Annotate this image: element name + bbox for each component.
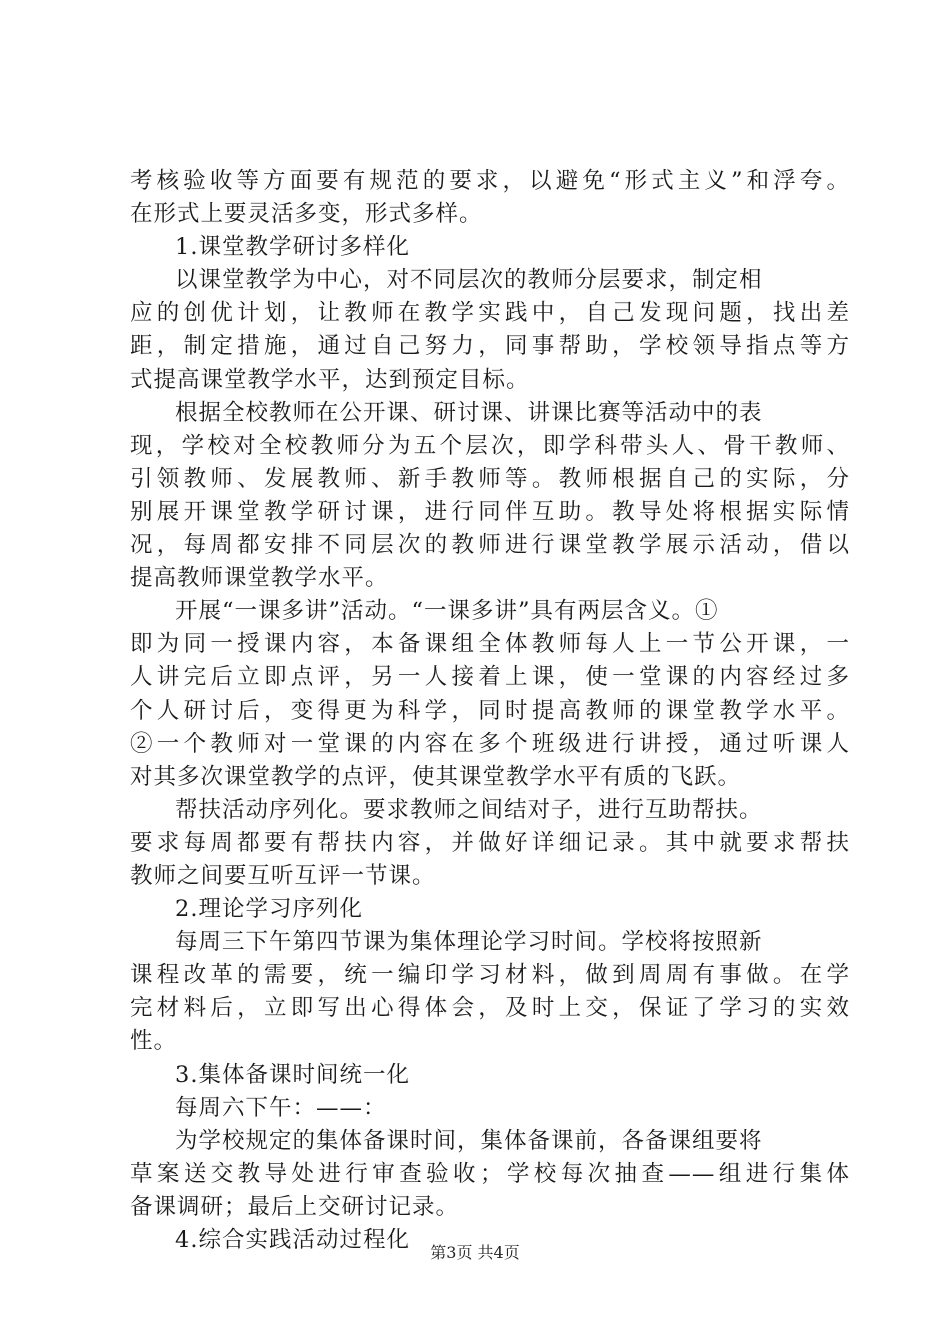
text-line: 为学校规定的集体备课时间，集体备课前，各备课组要将	[175, 1127, 763, 1154]
text-line: 引领教师、发展教师、新手教师等。教师根据自己的实际，分	[130, 465, 850, 492]
text-line: 根据全校教师在公开课、研讨课、讲课比赛等活动中的表	[175, 399, 763, 426]
text-line: 况，每周都安排不同层次的教师进行课堂教学展示活动，借以	[130, 532, 850, 559]
text-line: 现，学校对全校教师分为五个层次，即学科带头人、骨干教师、	[130, 432, 850, 459]
text-line: 考核验收等方面要有规范的要求，以避免“形式主义”和浮夸。	[130, 168, 850, 194]
text-line: 备课调研；最后上交研讨记录。	[130, 1193, 460, 1220]
text-line: 每周三下午第四节课为集体理论学习时间。学校将按照新	[175, 929, 763, 956]
section-heading: 4.综合实践活动过程化	[175, 1227, 410, 1253]
text-line: 在形式上要灵活多变，形式多样。	[130, 201, 483, 228]
document-body	[130, 165, 850, 1257]
text-line: 距，制定措施，通过自己努力，同事帮助，学校领导指点等方	[130, 333, 850, 360]
text-line: 式提高课堂教学水平，达到预定目标。	[130, 366, 530, 393]
text-line: 要求每周都要有帮扶内容，并做好详细记录。其中就要求帮扶	[130, 829, 850, 856]
text-line: 教师之间要互听互评一节课。	[130, 862, 436, 889]
section-heading: 1.课堂教学研讨多样化	[175, 234, 410, 261]
text-line: 以课堂教学为中心，对不同层次的教师分层要求，制定相	[175, 267, 763, 294]
text-line: 帮扶活动序列化。要求教师之间结对子，进行互助帮扶。	[175, 796, 763, 823]
text-line: 每周六下午：——：	[175, 1094, 387, 1121]
text-line: 完材料后，立即写出心得体会，及时上交，保证了学习的实效	[130, 995, 850, 1022]
text-line: 提高教师课堂教学水平。	[130, 565, 389, 592]
text-line: 应的创优计划，让教师在教学实践中，自己发现问题，找出差	[130, 300, 850, 327]
section-heading: 2.理论学习序列化	[175, 896, 363, 923]
text-line: 开展“一课多讲”活动。“一课多讲”具有两层含义。①	[175, 598, 719, 625]
text-line: 对其多次课堂教学的点评，使其课堂教学水平有质的飞跃。	[130, 763, 742, 790]
text-line: ②一个教师对一堂课的内容在多个班级进行讲授，通过听课人	[130, 730, 850, 757]
text-line: 个人研讨后，变得更为科学，同时提高教师的课堂教学水平。	[130, 697, 850, 724]
text-line: 课程改革的需要，统一编印学习材料，做到周周有事做。在学	[130, 962, 850, 989]
section-heading: 3.集体备课时间统一化	[175, 1061, 410, 1088]
text-line: 人讲完后立即点评，另一人接着上课，使一堂课的内容经过多	[130, 664, 850, 691]
text-line: 草案送交教导处进行审查验收；学校每次抽查——组进行集体	[130, 1160, 850, 1187]
page-footer: 第3页 共4页	[430, 1243, 520, 1262]
text-line: 即为同一授课内容，本备课组全体教师每人上一节公开课，一	[130, 631, 850, 658]
text-line: 性。	[130, 1028, 178, 1055]
text-line: 别展开课堂教学研讨课，进行同伴互助。教导处将根据实际情	[130, 498, 850, 525]
